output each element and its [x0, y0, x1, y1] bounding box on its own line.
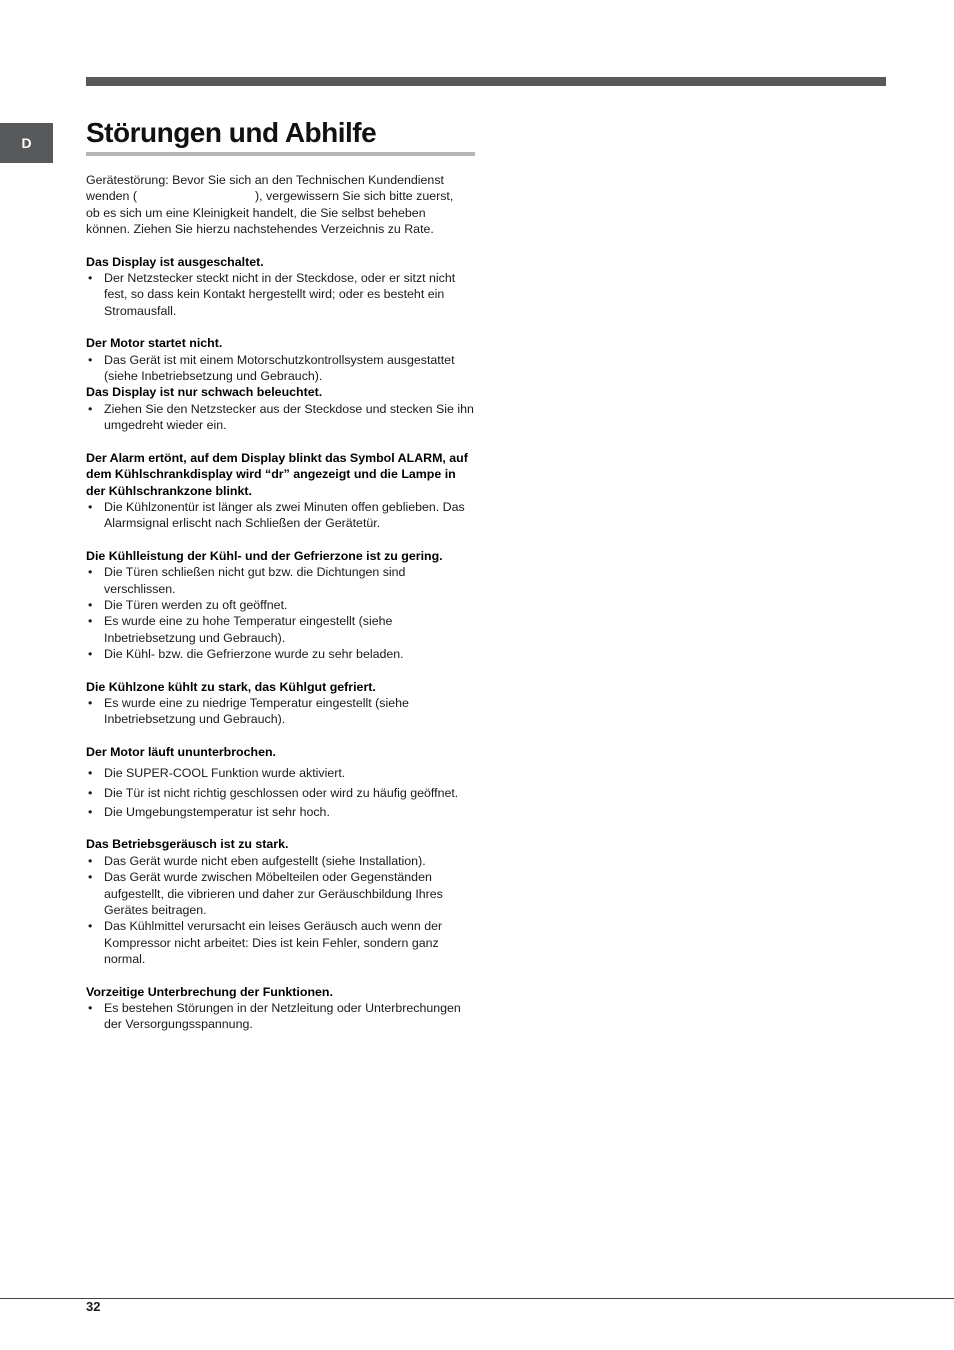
- bullet-list: [86, 695, 478, 728]
- section-heading: Die Kühlzone kühlt zu stark, das Kühlgut gefriert.: [86, 679, 376, 694]
- bullet-list: [86, 499, 478, 532]
- intro-line: Gerätestörung: Bevor Sie sich an den Technischen Kundendienst: [86, 173, 444, 187]
- section-heading: Das Display ist nur schwach beleuchtet.: [86, 385, 323, 400]
- section-cooling-too-strong: [86, 679, 478, 728]
- section-heading: Der Motor startet nicht.: [86, 336, 223, 351]
- section-motor-not-starting: [86, 335, 478, 384]
- list-item: • Die Türen schließen nicht gut bzw. die Dichtungen sind verschlissen.: [86, 564, 478, 597]
- intro-line: können. Ziehen Sie hierzu nachstehendes Verzeichnis zu Rate.: [86, 222, 434, 237]
- list-item: • Das Kühlmittel verursacht ein leises Geräusch auch wenn der Kompressor nicht arbeitet: Dies ist kein Fehler, sondern ganz normal.: [86, 918, 478, 967]
- list-item: • Die Türen werden zu oft geöffnet.: [86, 597, 478, 613]
- footer-rule: [0, 1298, 954, 1299]
- list-item: • Die SUPER-COOL Funktion wurde aktiviert.: [86, 765, 478, 781]
- list-item: • Die Kühl- bzw. die Gefrierzone wurde zu sehr beladen.: [86, 646, 478, 662]
- section-heading: Vorzeitige Unterbrechung der Funktionen.: [86, 984, 333, 999]
- title-underline: [86, 152, 475, 156]
- bullet-list: [86, 853, 478, 968]
- bullet-list: [86, 564, 478, 662]
- troubleshooting-content: [86, 172, 478, 1049]
- section-cooling-insufficient: [86, 548, 478, 663]
- section-heading: Der Motor läuft ununterbrochen.: [86, 744, 276, 759]
- section-heading: Das Display ist ausgeschaltet.: [86, 254, 264, 269]
- intro-paragraph: [86, 172, 478, 238]
- section-alarm: [86, 450, 478, 532]
- page-number: 32: [86, 1299, 101, 1314]
- intro-line: ), vergewissern Sie sich bitte zuerst,: [254, 189, 454, 204]
- list-item: • Es wurde eine zu niedrige Temperatur eingestellt (siehe Inbetriebsetzung und Gebrauch).: [86, 695, 478, 728]
- list-item: • Die Tür ist nicht richtig geschlossen oder wird zu häufig geöffnet.: [86, 785, 478, 801]
- list-item: • Es bestehen Störungen in der Netzleitung oder Unterbrechungen der Versorgungsspannung.: [86, 1000, 478, 1033]
- list-item: • Die Umgebungstemperatur ist sehr hoch.: [86, 804, 478, 820]
- section-interruption: [86, 984, 478, 1033]
- bullet-list: [86, 270, 478, 319]
- section-heading: Die Kühlleistung der Kühl- und der Gefrierzone ist zu gering.: [86, 548, 443, 563]
- language-tab: D: [0, 123, 53, 163]
- intro-line: wenden (: [86, 189, 137, 204]
- bullet-list: [86, 765, 478, 820]
- section-heading: Der Alarm ertönt, auf dem Display blinkt das Symbol ALARM, auf dem Kühlschrankdisplay wird “dr” angezeigt und die Lampe in der Kühlschrankzone blinkt.: [86, 450, 468, 498]
- intro-line: ob es sich um eine Kleinigkeit handelt, die Sie selbst beheben: [86, 205, 426, 220]
- bullet-list: [86, 352, 478, 385]
- section-noise: [86, 836, 478, 967]
- list-item: • Das Gerät wurde zwischen Möbelteilen oder Gegenständen aufgestellt, die vibrieren und daher zur Geräuschbildung Ihres Gerätes beitragen.: [86, 869, 478, 918]
- section-display-dim: [86, 384, 478, 433]
- list-item: • Ziehen Sie den Netzstecker aus der Steckdose und stecken Sie ihn umgedreht wieder ein.: [86, 401, 478, 434]
- bullet-list: [86, 1000, 478, 1033]
- list-item: • Die Kühlzonentür ist länger als zwei Minuten offen geblieben. Das Alarmsignal erlischt nach Schließen der Gerätetür.: [86, 499, 478, 532]
- list-item: • Das Gerät ist mit einem Motorschutzkontrollsystem ausgestattet (siehe Inbetriebsetzung und Gebrauch).: [86, 352, 478, 385]
- list-item: • Das Gerät wurde nicht eben aufgestellt (siehe Installation).: [86, 853, 478, 869]
- header-rule: [86, 77, 886, 86]
- section-heading: Das Betriebsgeräusch ist zu stark.: [86, 837, 289, 852]
- section-motor-continuous: [86, 744, 478, 821]
- list-item: • Der Netzstecker steckt nicht in der Steckdose, oder er sitzt nicht fest, so dass kein Kontakt hergestellt wird; oder es besteht ein Stromausfall.: [86, 270, 478, 319]
- page-title: Störungen und Abhilfe: [86, 117, 377, 148]
- section-display-off: [86, 254, 478, 320]
- bullet-list: [86, 401, 478, 434]
- list-item: • Es wurde eine zu hohe Temperatur eingestellt (siehe Inbetriebsetzung und Gebrauch).: [86, 613, 478, 646]
